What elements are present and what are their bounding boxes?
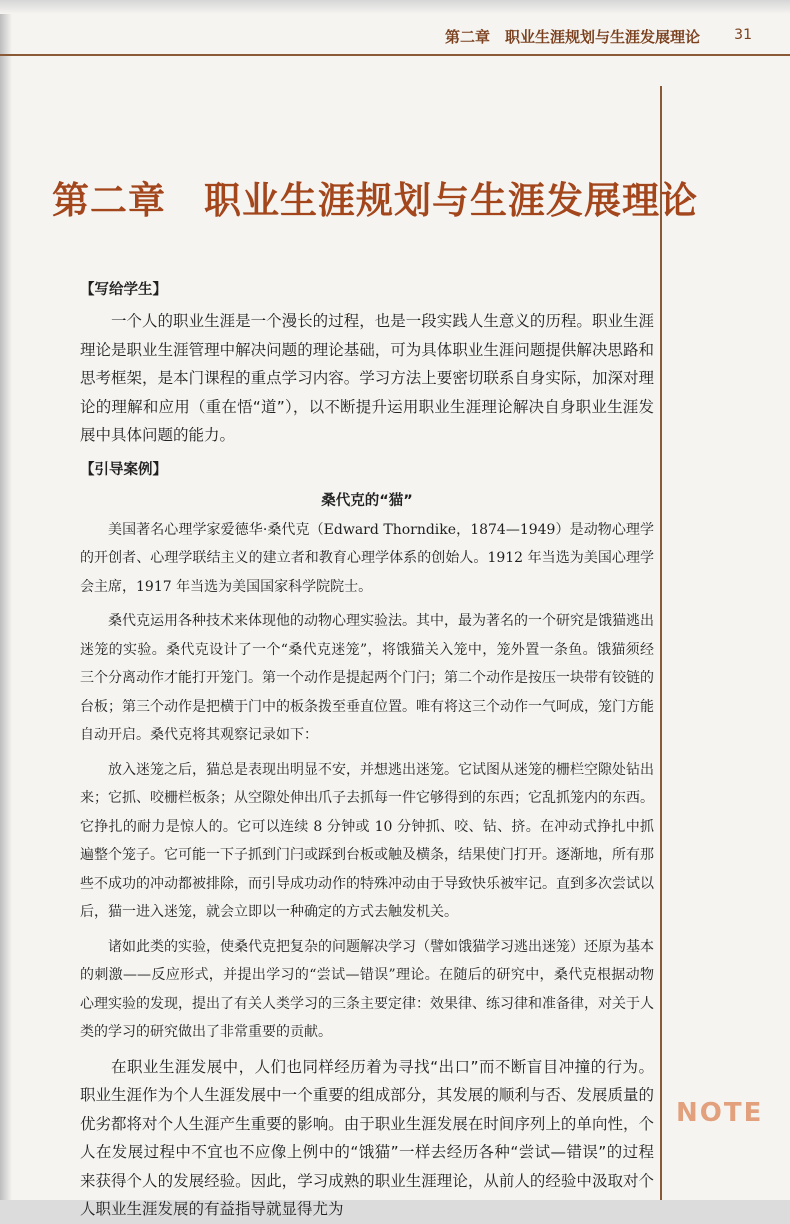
chapter-name: 职业生涯规划与生涯发展理论 — [204, 179, 698, 222]
chapter-number: 第二章 — [52, 179, 166, 222]
page-top-shadow — [0, 0, 790, 14]
case-paragraph-2: 桑代克运用各种技术来体现他的动物心理实验法。其中，最为著名的一个研究是饿猫逃出迷笼的实验。桑代克设计了一个“桑代克迷笼”，将饿猫关入笼中，笼外置一条鱼。饿猫须经三个分离动作才能打开笼门。第一个动作是提起两个门闩；第二个动作是按压一块带有铰链的台板；第三个动作是把横于门中的板条拨至垂直位置。唯有将这三个动作一气呵成，笼门方能自动开启。桑代克将其观察记录如下： — [80, 613, 654, 743]
page-binding-shadow — [0, 0, 12, 1200]
note-margin-badge: NOTE — [676, 1098, 764, 1128]
chapter-title — [52, 170, 698, 224]
paragraph-to-students: 一个人的职业生涯是一个漫长的过程，也是一段实践人生意义的历程。职业生涯理论是职业生涯管理中解决问题的理论基础，可为具体职业生涯问题提供解决思路和思考框架，是本门课程的重点学习内容。学习方法上要密切联系自身实际，加深对理论的理解和应用（重在悟“道”），以不断提升运用职业生涯理论解决自身职业生涯发展中具体问题的能力。 — [80, 312, 654, 444]
case-paragraph-3: 放入迷笼之后，猫总是表现出明显不安，并想逃出迷笼。它试图从迷笼的栅栏空隙处钻出来；它抓、咬栅栏板条；从空隙处伸出爪子去抓每一件它够得到的东西；它乱抓笼内的东西。它挣扎的耐力是惊人的。它可以连续 8 分钟或 10 分钟抓、咬、钻、挤。在冲动式挣扎中抓遍整个笼子。它可能一下子抓到门闩或踩到台板或触及横条，结果使门打开。逐渐地，所有那些不成功的冲动都被排除，而引导成功动作的特殊冲动由于导致快乐被牢记。直到多次尝试以后，猫一进入迷笼，就会立即以一种确定的方式去触发机关。 — [80, 761, 654, 920]
section-label-to-students: 【写给学生】 — [80, 282, 167, 298]
running-header-title: 第二章 职业生涯规划与生涯发展理论 — [444, 28, 700, 46]
case-paragraph-1: 美国著名心理学家爱德华·桑代克（Edward Thorndike，1874—1949）是动物心理学的开创者、心理学联结主义的建立者和教育心理学体系的创始人。1912 年当选为美国心理学会主席，1917 年当选为美国国家科学院院士。 — [80, 521, 654, 595]
page-number: 31 — [734, 27, 752, 43]
section-label-case: 【引导案例】 — [80, 461, 167, 478]
body-paragraph-1: 在职业生涯发展中，人们也同样经历着为寻找“出口”而不断盲目冲撞的行为。职业生涯作为个人生涯发展中一个重要的组成部分，其发展的顺利与否、发展质量的优劣都将对个人生涯产生重要的影响。由于职业生涯发展在时间序列上的单向性，个人在发展过程中不宜也不应像上例中的“饿猫”一样去经历各种“尝试—错误”的过程来获得个人的发展经验。因此，学习成熟的职业生涯理论，从前人的经验中汲取对个人职业生涯发展的有益指导就显得尤为 — [80, 1057, 654, 1218]
main-text — [80, 278, 654, 1224]
margin-divider-line — [660, 86, 662, 1200]
header-rule — [0, 54, 790, 56]
case-title: 桑代克的“猫” — [321, 492, 413, 509]
running-header — [0, 20, 790, 60]
case-paragraph-4: 诸如此类的实验，使桑代克把复杂的问题解决学习（譬如饿猫学习逃出迷笼）还原为基本的刺激——反应形式，并提出学习的“尝试—错误”理论。在随后的研究中，桑代克根据动物心理实验的发现，提出了有关人类学习的三条主要定律：效果律、练习律和准备律，对关于人类的学习的研究做出了非常重要的贡献。 — [80, 938, 654, 1040]
